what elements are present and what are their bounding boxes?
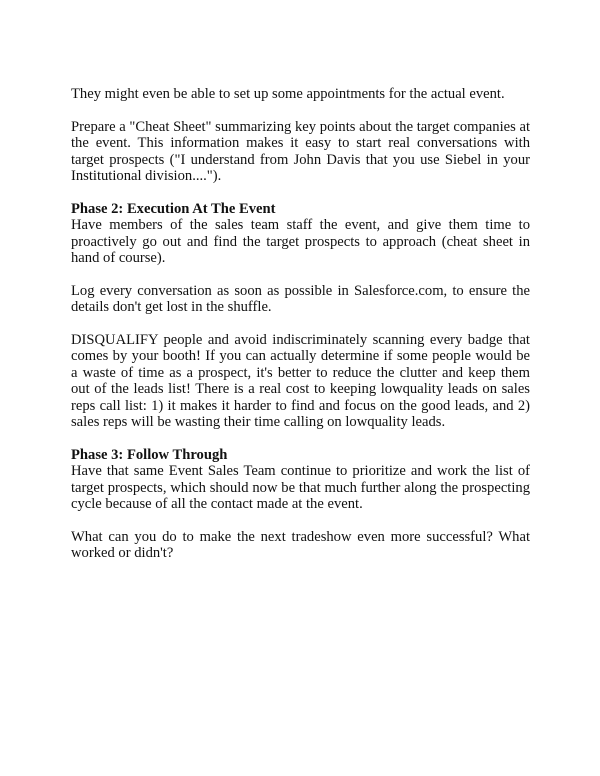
paragraph-cheat-sheet: Prepare a "Cheat Sheet" summarizing key points about the target companies at the event. This information makes it easy to start real conversations with target prospects ("I understand from John Davis that you use Siebel in your Institutional division...."). — [71, 118, 530, 185]
section-phase-2 — [71, 201, 530, 431]
heading-phase-3: Phase 3: Follow Through — [71, 446, 228, 463]
paragraph-staff-event: Have members of the sales team staff the event, and give them time to proactively go out and find the target prospects to approach (cheat sheet in hand of course). — [71, 217, 530, 267]
paragraph-appointments: They might even be able to set up some appointments for the actual event. — [71, 86, 505, 102]
paragraph-log-conversation: Log every conversation as soon as possible in Salesforce.com, to ensure the details don't get lost in the shuffle. — [71, 282, 530, 316]
section-phase-3 — [71, 447, 530, 562]
paragraph-next-tradeshow: What can you do to make the next tradeshow even more successful? What worked or didn't? — [71, 528, 530, 562]
document-page — [71, 86, 530, 578]
heading-phase-2: Phase 2: Execution At The Event — [71, 200, 276, 217]
paragraph-follow-through: Have that same Event Sales Team continue to prioritize and work the list of target prospects, which should now be that much further along the prospecting cycle because of all the contact made at the event. — [71, 463, 530, 513]
paragraph-disqualify: DISQUALIFY people and avoid indiscriminately scanning every badge that comes by your booth! If you can actually determine if some people would be a waste of time as a prospect, it's better to reduce the clutter and keep them out of the leads list! There is a real cost to keeping lowquality leads on sales reps call list: 1) it makes it harder to find and focus on the good leads, and 2) sales reps will be wasting their time calling on lowquality leads. — [71, 332, 530, 431]
